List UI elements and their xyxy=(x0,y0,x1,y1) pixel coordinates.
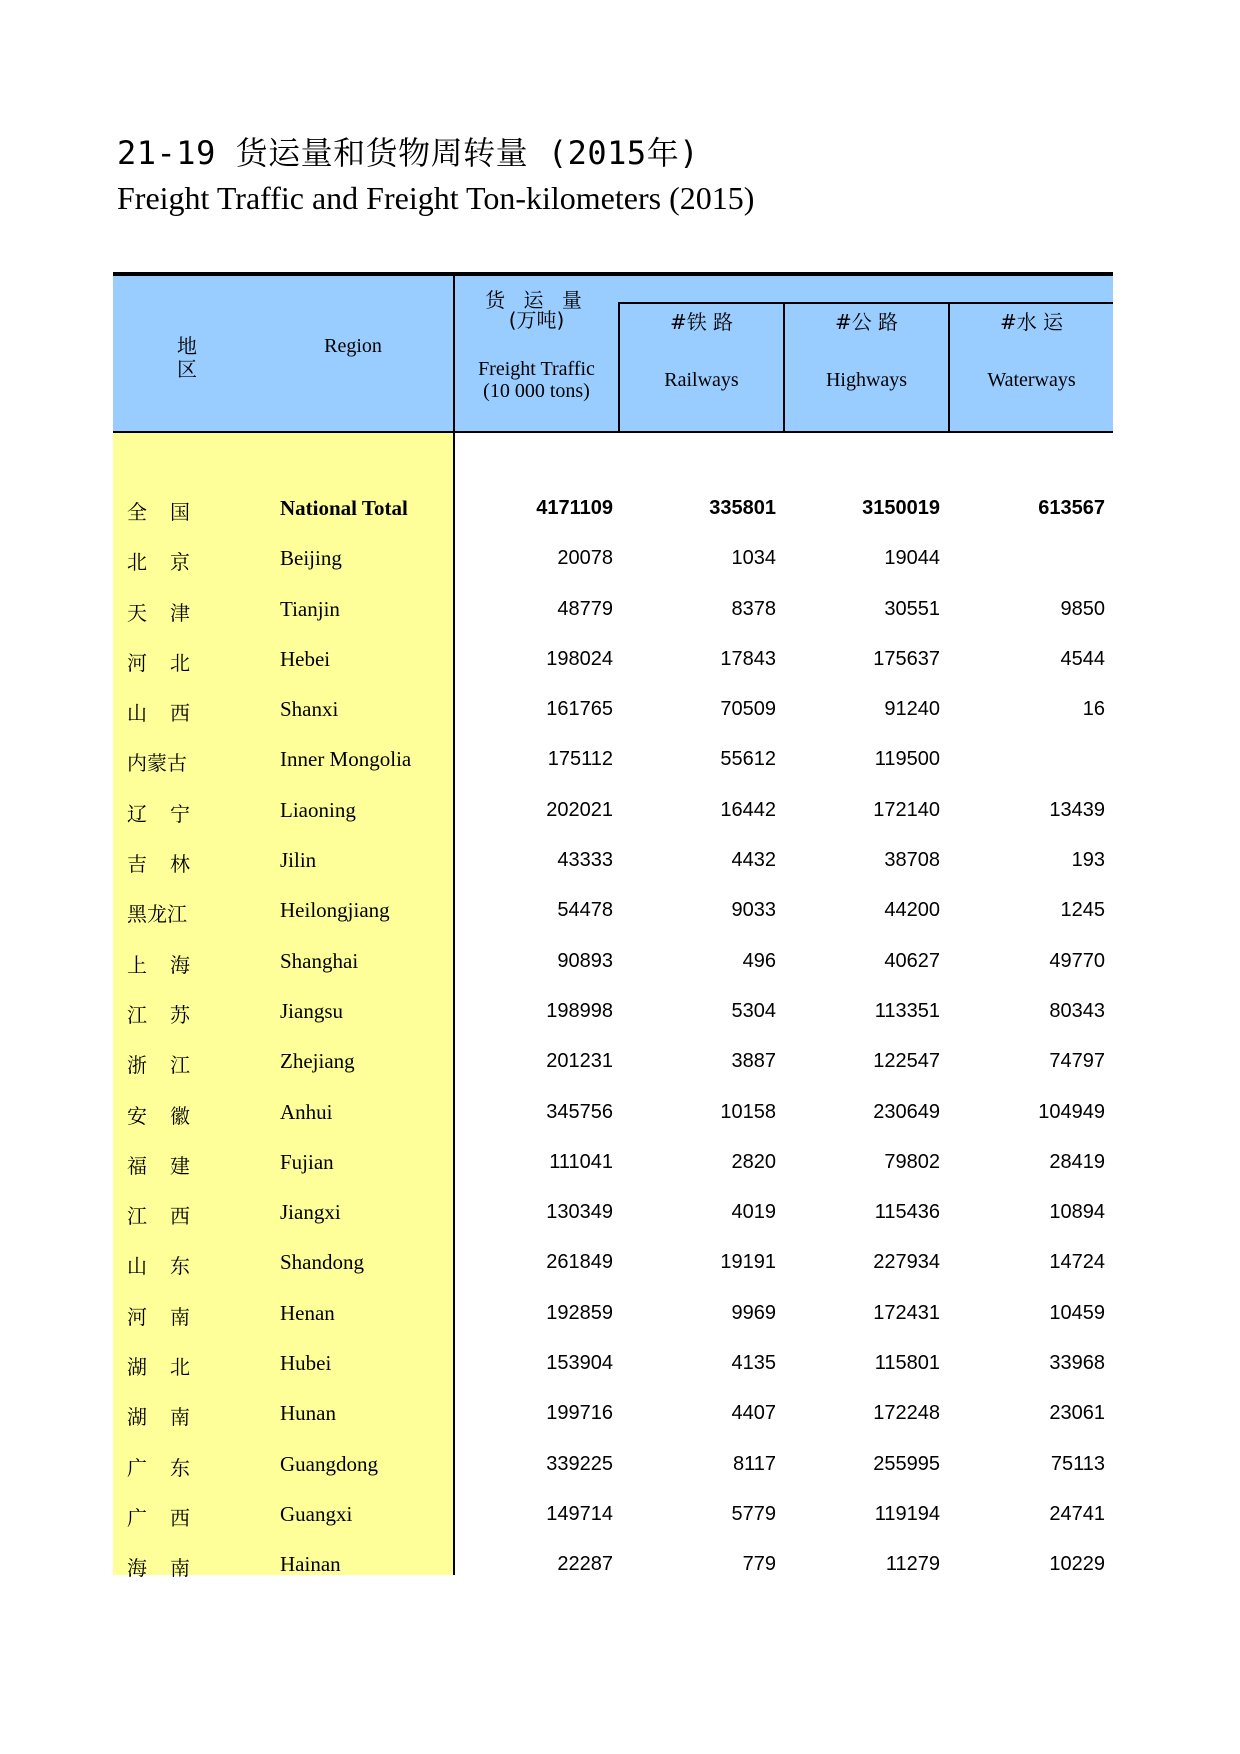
highways-value: 115436 xyxy=(874,1201,940,1224)
region-name-en: Guangxi xyxy=(280,1501,353,1526)
freight-total-value: 199716 xyxy=(546,1402,613,1425)
highways-value: 113351 xyxy=(874,999,940,1022)
freight-total-value: 130349 xyxy=(546,1201,613,1224)
freight-total-value: 153904 xyxy=(546,1352,613,1375)
table-row xyxy=(113,538,1113,588)
railways-value: 1034 xyxy=(731,547,776,570)
region-name-cn-char: 建 xyxy=(170,1153,190,1178)
region-name-cn-char: 海 xyxy=(127,1556,147,1581)
region-name-en: Jilin xyxy=(280,848,317,873)
region-name-cn-char: 广 xyxy=(127,1505,147,1530)
region-name-cn-char: 苏 xyxy=(170,1002,190,1027)
region-name-cn-char: 浙 xyxy=(127,1053,147,1078)
table-row xyxy=(113,639,1113,689)
header-highway-cn: #公 路 xyxy=(834,310,899,334)
region-name-cn-char: 北 xyxy=(170,650,190,675)
header-rail-en: Railways xyxy=(664,369,739,391)
table-row xyxy=(113,890,1113,940)
region-name-cn-char: 西 xyxy=(170,1204,190,1229)
waterways-value: 14724 xyxy=(1049,1251,1105,1274)
region-name-cn-char: 海 xyxy=(170,952,190,977)
region-name-cn-char: 江 xyxy=(170,1053,190,1078)
region-name-en: Jiangsu xyxy=(280,998,343,1023)
header-divider xyxy=(453,272,455,431)
table-row xyxy=(113,1192,1113,1242)
railways-value: 5304 xyxy=(731,999,776,1022)
waterways-value: 613567 xyxy=(1038,497,1105,519)
waterways-value: 1245 xyxy=(1060,899,1105,922)
railways-value: 2820 xyxy=(731,1150,776,1173)
header-freight-en: Freight Traffic xyxy=(478,358,595,380)
table-row xyxy=(113,840,1113,890)
region-name-cn-char: 西 xyxy=(170,701,190,726)
region-name-cn xyxy=(127,1452,197,1481)
table-row xyxy=(113,1343,1113,1393)
table-row xyxy=(113,739,1113,789)
region-name-cn xyxy=(127,1502,197,1531)
region-name-cn-text: 黑龙江 xyxy=(127,902,187,927)
freight-total-value: 149714 xyxy=(546,1502,613,1525)
header-subgroup-rule xyxy=(618,302,1113,304)
waterways-value: 13439 xyxy=(1049,798,1105,821)
region-name-cn-char: 广 xyxy=(127,1455,147,1480)
region-name-cn xyxy=(127,747,197,776)
freight-total-value: 48779 xyxy=(557,597,613,620)
freight-total-value: 192859 xyxy=(546,1301,613,1324)
railways-value: 5779 xyxy=(731,1502,776,1525)
highways-value: 255995 xyxy=(873,1452,940,1475)
region-name-cn xyxy=(127,798,197,827)
waterways-value: 9850 xyxy=(1060,597,1105,620)
table-row xyxy=(113,1494,1113,1544)
highways-value: 227934 xyxy=(873,1251,940,1274)
waterways-value: 74797 xyxy=(1049,1050,1105,1073)
highways-value: 172140 xyxy=(873,798,940,821)
region-name-cn-char: 湖 xyxy=(127,1405,147,1430)
table-row xyxy=(113,1393,1113,1443)
railways-value: 779 xyxy=(742,1553,776,1576)
waterways-value: 104949 xyxy=(1038,1100,1105,1123)
highways-value: 3150019 xyxy=(862,497,940,519)
railways-value: 496 xyxy=(742,949,776,972)
page-title-cn: 21-19 货运量和货物周转量 (2015年) xyxy=(117,134,699,172)
freight-total-value: 345756 xyxy=(546,1100,613,1123)
region-name-cn xyxy=(127,848,197,877)
highways-value: 172248 xyxy=(873,1402,940,1425)
railways-value: 9969 xyxy=(731,1301,776,1324)
freight-total-value: 261849 xyxy=(546,1251,613,1274)
header-highway-en: Highways xyxy=(825,369,908,391)
region-name-cn xyxy=(127,1150,197,1179)
region-name-cn-char: 河 xyxy=(127,1304,147,1329)
railways-value: 4407 xyxy=(731,1402,776,1425)
freight-total-value: 202021 xyxy=(546,798,613,821)
region-name-en: Heilongjiang xyxy=(280,898,390,923)
freight-total-value: 54478 xyxy=(557,899,613,922)
region-name-cn-char: 北 xyxy=(127,550,147,575)
region-name-cn-char: 林 xyxy=(170,852,190,877)
railways-value: 55612 xyxy=(720,748,776,771)
highways-value: 122547 xyxy=(873,1050,940,1073)
freight-total-value: 90893 xyxy=(557,949,613,972)
region-name-en: Shanxi xyxy=(280,697,339,722)
highways-value: 38708 xyxy=(884,849,940,872)
highways-value: 175637 xyxy=(873,647,940,670)
header-freight-unit-cn: (万吨) xyxy=(508,308,565,332)
highways-value: 172431 xyxy=(873,1301,940,1324)
table-row xyxy=(113,1142,1113,1192)
table-row xyxy=(113,790,1113,840)
waterways-value: 75113 xyxy=(1050,1452,1105,1475)
region-name-cn xyxy=(127,1301,197,1330)
railways-value: 3887 xyxy=(731,1050,776,1073)
region-name-cn-char: 山 xyxy=(127,701,147,726)
railways-value: 17843 xyxy=(720,647,776,670)
highways-value: 91240 xyxy=(884,698,940,721)
region-name-cn-char: 国 xyxy=(170,500,190,524)
region-name-cn-char: 京 xyxy=(170,550,190,575)
region-name-cn-text: 内蒙古 xyxy=(127,751,187,776)
header-divider xyxy=(618,302,620,431)
region-name-cn-char: 东 xyxy=(170,1254,190,1279)
region-name-en: Shanghai xyxy=(280,948,359,973)
railways-value: 8378 xyxy=(731,597,776,620)
region-name-cn-char: 山 xyxy=(127,1254,147,1279)
waterways-value: 49770 xyxy=(1049,949,1105,972)
region-name-cn-char: 东 xyxy=(170,1455,190,1480)
highways-value: 115801 xyxy=(874,1352,940,1375)
header-freight-cn: 货 运 量 xyxy=(485,288,588,312)
railways-value: 16442 xyxy=(720,798,776,821)
table-row xyxy=(113,1092,1113,1142)
region-name-en: Hebei xyxy=(280,646,331,671)
region-name-cn xyxy=(127,1100,197,1129)
highways-value: 230649 xyxy=(873,1100,940,1123)
waterways-value: 23061 xyxy=(1049,1402,1105,1425)
region-name-en: Fujian xyxy=(280,1149,334,1174)
freight-total-value: 198024 xyxy=(546,647,613,670)
region-name-en: Zhejiang xyxy=(280,1049,355,1074)
region-name-en: Tianjin xyxy=(280,596,340,621)
highways-value: 119500 xyxy=(874,748,940,771)
region-name-en: Inner Mongolia xyxy=(280,747,412,772)
region-name-cn xyxy=(127,1401,197,1430)
highways-value: 11279 xyxy=(885,1553,940,1576)
table-row xyxy=(113,488,1113,538)
highways-value: 40627 xyxy=(884,949,940,972)
region-name-cn-char: 津 xyxy=(170,600,190,625)
region-name-en: Shandong xyxy=(280,1250,364,1275)
region-name-cn-char: 福 xyxy=(127,1153,147,1178)
header-divider xyxy=(783,302,785,431)
highways-value: 30551 xyxy=(884,597,940,620)
region-name-cn-char: 天 xyxy=(127,600,147,625)
header-rail-cn: #铁 路 xyxy=(669,310,734,334)
table-row xyxy=(113,1544,1113,1594)
header-water-en: Waterways xyxy=(987,369,1076,391)
region-name-cn xyxy=(127,1351,197,1380)
table-row xyxy=(113,1293,1113,1343)
waterways-value: 16 xyxy=(1082,698,1105,721)
table-row xyxy=(113,1041,1113,1091)
freight-total-value: 20078 xyxy=(557,547,613,570)
railways-value: 19191 xyxy=(720,1251,776,1274)
freight-total-value: 43333 xyxy=(557,849,613,872)
region-name-cn xyxy=(127,898,197,927)
region-name-cn xyxy=(127,949,197,978)
freight-total-value: 198998 xyxy=(546,999,613,1022)
waterways-value: 33968 xyxy=(1049,1352,1105,1375)
region-name-cn xyxy=(127,546,197,575)
region-name-cn xyxy=(127,697,197,726)
region-name-cn-char: 西 xyxy=(170,1505,190,1530)
header-divider xyxy=(948,302,950,431)
table-body xyxy=(113,488,1113,1595)
freight-total-value: 161765 xyxy=(546,698,613,721)
region-name-en: Beijing xyxy=(280,546,342,571)
freight-total-value: 339225 xyxy=(546,1452,613,1475)
region-name-en: Jiangxi xyxy=(280,1200,341,1225)
table-row xyxy=(113,991,1113,1041)
table-row xyxy=(113,1444,1113,1494)
freight-total-value: 111041 xyxy=(549,1150,613,1173)
region-name-en: Guangdong xyxy=(280,1451,378,1476)
header-region-cn: 地 区 xyxy=(177,334,219,381)
region-name-cn xyxy=(127,1552,197,1581)
region-name-cn-char: 北 xyxy=(170,1355,190,1380)
freight-total-value: 22287 xyxy=(557,1553,613,1576)
region-name-cn-char: 江 xyxy=(127,1204,147,1229)
table-row xyxy=(113,941,1113,991)
region-name-cn-char: 徽 xyxy=(170,1103,190,1128)
region-name-cn xyxy=(127,597,197,626)
freight-total-value: 175112 xyxy=(547,748,613,771)
table-header xyxy=(113,276,1113,431)
railways-value: 335801 xyxy=(709,497,776,519)
railways-value: 8117 xyxy=(732,1452,776,1475)
region-name-cn-char: 湖 xyxy=(127,1355,147,1380)
region-name-en: Hainan xyxy=(280,1552,341,1577)
region-name-cn-char: 安 xyxy=(127,1103,147,1128)
region-name-cn-char: 河 xyxy=(127,650,147,675)
railways-value: 10158 xyxy=(720,1100,776,1123)
highways-value: 44200 xyxy=(884,899,940,922)
region-name-cn-char: 宁 xyxy=(170,801,190,826)
table-row xyxy=(113,689,1113,739)
region-name-cn xyxy=(127,647,197,676)
region-name-cn xyxy=(127,1200,197,1229)
freight-total-value: 4171109 xyxy=(536,497,613,519)
region-name-cn-char: 上 xyxy=(127,952,147,977)
header-region-en: Region xyxy=(324,335,382,357)
region-name-en: Hubei xyxy=(280,1351,332,1376)
railways-value: 4135 xyxy=(731,1352,776,1375)
region-name-cn-char: 吉 xyxy=(127,852,147,877)
highways-value: 19044 xyxy=(884,547,940,570)
table-row xyxy=(113,589,1113,639)
region-name-cn-char: 南 xyxy=(170,1304,190,1329)
waterways-value: 10229 xyxy=(1049,1553,1105,1576)
freight-total-value: 201231 xyxy=(546,1050,613,1073)
waterways-value: 4544 xyxy=(1060,647,1105,670)
waterways-value: 80343 xyxy=(1049,999,1105,1022)
table-row xyxy=(113,1242,1113,1292)
region-name-cn-char: 江 xyxy=(127,1002,147,1027)
highways-value: 119194 xyxy=(874,1502,940,1525)
region-name-cn xyxy=(127,999,197,1028)
region-name-en: Liaoning xyxy=(280,797,356,822)
railways-value: 9033 xyxy=(731,899,776,922)
region-name-cn-char: 全 xyxy=(127,500,147,524)
page-title-en: Freight Traffic and Freight Ton-kilometers (2015) xyxy=(117,180,755,216)
header-freight-unit-en: (10 000 tons) xyxy=(483,380,590,402)
highways-value: 79802 xyxy=(884,1150,940,1173)
region-name-cn-char: 南 xyxy=(170,1556,190,1581)
region-name-cn-char: 辽 xyxy=(127,801,147,826)
railways-value: 4432 xyxy=(731,849,776,872)
region-name-cn xyxy=(127,496,197,525)
waterways-value: 10894 xyxy=(1049,1201,1105,1224)
waterways-value: 28419 xyxy=(1049,1150,1105,1173)
railways-value: 4019 xyxy=(731,1201,776,1224)
waterways-value: 10459 xyxy=(1049,1301,1105,1324)
region-name-en: National Total xyxy=(280,496,408,520)
railways-value: 70509 xyxy=(720,698,776,721)
waterways-value: 193 xyxy=(1071,849,1105,872)
region-name-cn xyxy=(127,1049,197,1078)
header-water-cn: #水 运 xyxy=(999,310,1064,334)
region-name-en: Hunan xyxy=(280,1401,336,1426)
region-name-cn-char: 南 xyxy=(170,1405,190,1430)
waterways-value: 24741 xyxy=(1049,1502,1105,1525)
region-name-en: Anhui xyxy=(280,1099,333,1124)
region-name-cn xyxy=(127,1250,197,1279)
region-name-en: Henan xyxy=(280,1300,335,1325)
